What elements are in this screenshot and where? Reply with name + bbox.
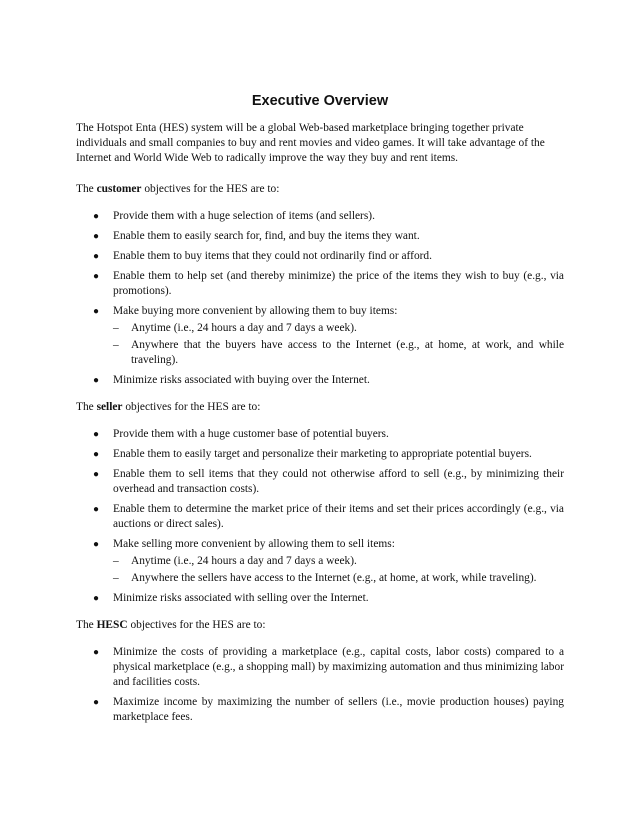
intro-paragraph: The Hotspot Enta (HES) system will be a global Web-based marketplace bringing together private individuals and small companies to buy and rent movies and video games. It will take advantage of the Internet and World Wide Web to radically improve the way they buy and rent items. — [76, 122, 545, 164]
list-item — [76, 467, 564, 497]
bullet-icon: ● — [93, 504, 100, 515]
list-item-text: Maximize income by maximizing the number of sellers (i.e., movie production houses) paying marketplace fees. — [113, 696, 564, 723]
sub-list-item — [113, 554, 564, 569]
dash-icon: – — [113, 339, 119, 351]
bullet-icon: ● — [93, 231, 100, 242]
bullet-icon: ● — [93, 593, 100, 604]
bullet-icon: ● — [93, 271, 100, 282]
bullet-icon: ● — [93, 697, 100, 708]
seller-label: seller — [96, 401, 123, 413]
list-item-text: Enable them to buy items that they could not ordinarily find or afford. — [113, 250, 432, 262]
sub-list-item-text: Anytime (i.e., 24 hours a day and 7 days a week). — [131, 555, 357, 567]
hesc-label: HESC — [96, 619, 128, 631]
list-item — [76, 304, 564, 368]
list-item — [76, 695, 564, 725]
dash-icon: – — [113, 555, 119, 567]
bullet-icon: ● — [93, 429, 100, 440]
list-item — [76, 537, 564, 586]
page-title: Executive Overview — [251, 93, 389, 109]
sub-list — [113, 554, 564, 586]
list-item — [76, 373, 564, 388]
list-item — [76, 249, 564, 264]
sub-list — [113, 321, 564, 368]
customer-label: customer — [96, 183, 142, 195]
list-item-text: Enable them to easily search for, find, and buy the items they want. — [113, 230, 420, 242]
list-item-text: Make buying more convenient by allowing them to buy items: — [113, 305, 398, 317]
customer-objectives-heading: The customer objectives for the HES are to: — [76, 183, 280, 195]
document-page — [76, 92, 564, 737]
dash-icon: – — [113, 322, 119, 334]
bullet-icon: ● — [93, 375, 100, 386]
bullet-icon: ● — [93, 251, 100, 262]
bullet-icon: ● — [93, 469, 100, 480]
bullet-icon: ● — [93, 449, 100, 460]
list-item — [76, 591, 564, 606]
sub-list-item — [113, 338, 564, 368]
bullet-icon: ● — [93, 211, 100, 222]
dash-icon: – — [113, 572, 119, 584]
sub-list-item — [113, 321, 564, 336]
list-item — [76, 229, 564, 244]
list-item-text: Provide them with a huge selection of items (and sellers). — [113, 210, 375, 222]
list-item-text: Enable them to easily target and personalize their marketing to appropriate potential buyers. — [113, 448, 532, 460]
seller-objectives-heading: The seller objectives for the HES are to: — [76, 401, 261, 413]
sub-list-item — [113, 571, 564, 586]
sub-list-item-text: Anywhere the sellers have access to the Internet (e.g., at home, at work, while traveling). — [131, 572, 537, 584]
list-item-text: Enable them to sell items that they could not otherwise afford to sell (e.g., by minimizing their overhead and transaction costs). — [113, 468, 564, 495]
list-item-text: Minimize risks associated with selling over the Internet. — [113, 592, 369, 604]
bullet-icon: ● — [93, 647, 100, 658]
list-item-text: Minimize risks associated with buying over the Internet. — [113, 374, 370, 386]
hesc-objectives-heading: The HESC objectives for the HES are to: — [76, 619, 266, 631]
list-item — [76, 447, 564, 462]
list-item-text: Enable them to help set (and thereby minimize) the price of the items they wish to buy (e.g., via promotions). — [113, 270, 564, 297]
list-item — [76, 269, 564, 299]
list-item-text: Make selling more convenient by allowing them to sell items: — [113, 538, 395, 550]
seller-objectives-list — [76, 427, 564, 606]
list-item — [76, 502, 564, 532]
sub-list-item-text: Anywhere that the buyers have access to the Internet (e.g., at home, at work, and while traveling). — [131, 339, 564, 366]
customer-objectives-list — [76, 209, 564, 388]
list-item-text: Enable them to determine the market price of their items and set their prices accordingly (e.g., via auctions or direct sales). — [113, 503, 564, 530]
hesc-objectives-list — [76, 645, 564, 725]
sub-list-item-text: Anytime (i.e., 24 hours a day and 7 days a week). — [131, 322, 357, 334]
list-item — [76, 645, 564, 690]
bullet-icon: ● — [93, 539, 100, 550]
list-item — [76, 427, 564, 442]
bullet-icon: ● — [93, 306, 100, 317]
list-item-text: Provide them with a huge customer base of potential buyers. — [113, 428, 389, 440]
list-item — [76, 209, 564, 224]
list-item-text: Minimize the costs of providing a marketplace (e.g., capital costs, labor costs) compared to a physical marketplace (e.g., a shopping mall) by maximizing automation and thus minimizing labor and facilities costs. — [113, 646, 564, 688]
